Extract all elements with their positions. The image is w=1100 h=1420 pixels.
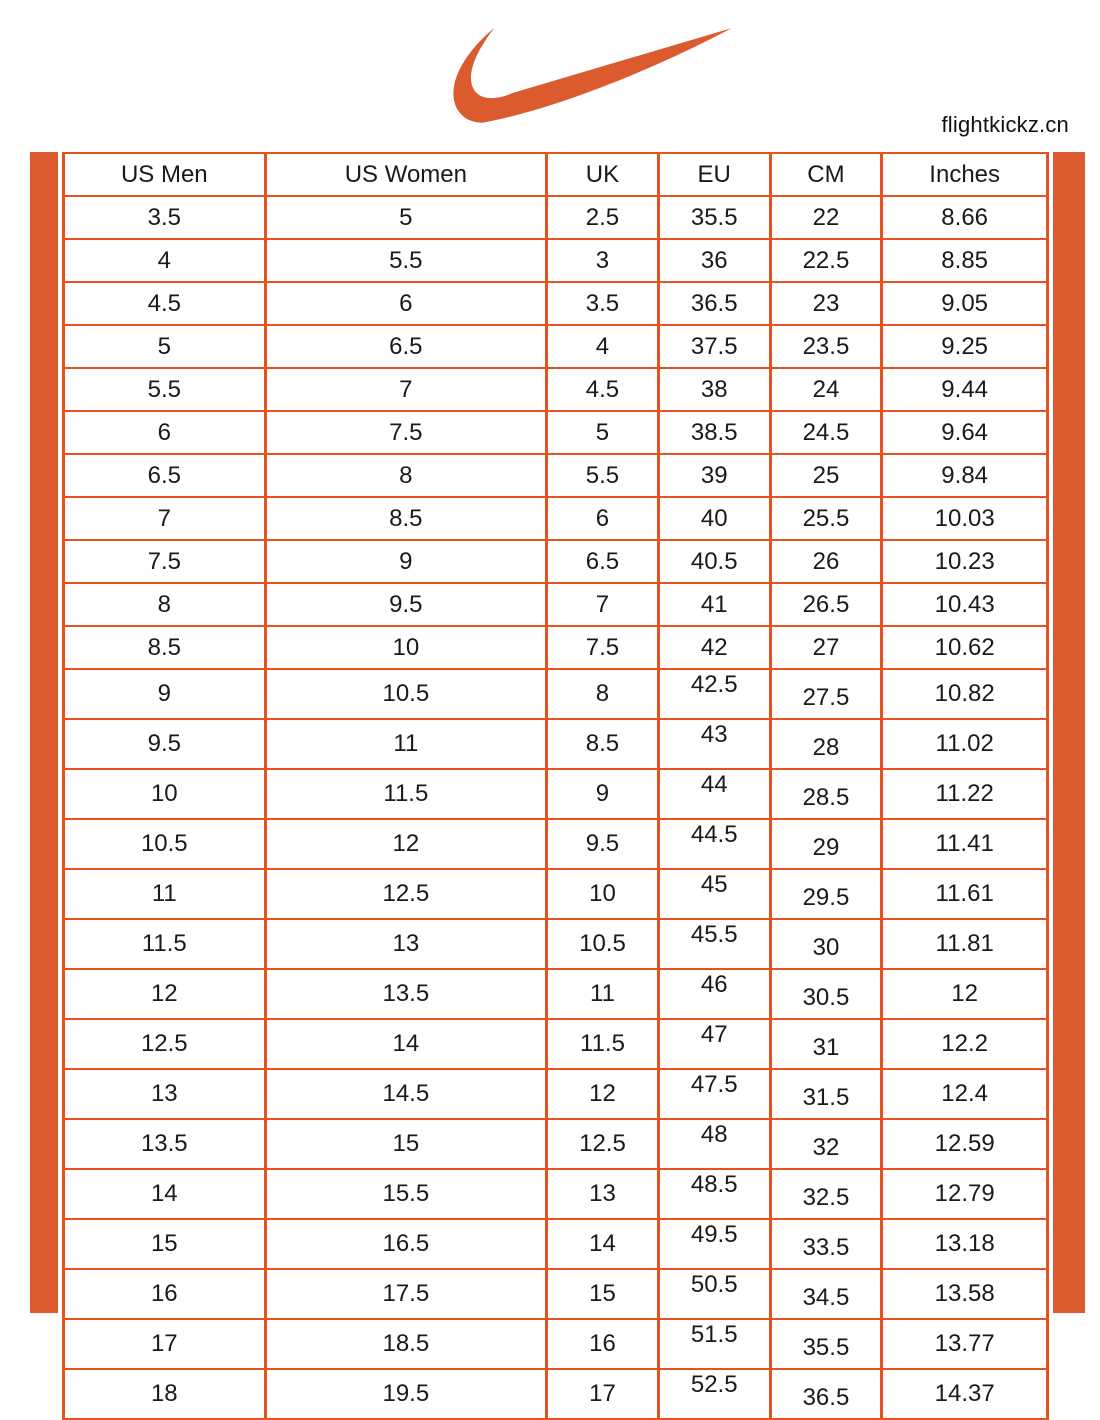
table-cell: 12.5 [265,869,547,919]
table-cell: 11 [547,969,659,1019]
table-cell: 12.5 [547,1119,659,1169]
table-cell: 47 [658,1019,770,1069]
table-cell: 48 [658,1119,770,1169]
table-cell: 40 [658,497,770,540]
table-cell: 23.5 [770,325,882,368]
table-cell: 16 [547,1319,659,1369]
table-cell: 51.5 [658,1319,770,1369]
table-row [64,919,1048,969]
table-cell: 5.5 [547,454,659,497]
table-cell: 16 [64,1269,266,1319]
table-row [64,1269,1048,1319]
table-cell: 24.5 [770,411,882,454]
table-cell: 49.5 [658,1219,770,1269]
table-cell: 24 [770,368,882,411]
table-row [64,1169,1048,1219]
table-row [64,282,1048,325]
table-row [64,540,1048,583]
table-cell: 11.22 [882,769,1048,819]
table-cell: 26 [770,540,882,583]
table-cell: 9.84 [882,454,1048,497]
table-cell: 23 [770,282,882,325]
table-cell: 9.5 [547,819,659,869]
table-cell: 16.5 [265,1219,547,1269]
table-cell: 4 [547,325,659,368]
table-cell: 11 [64,869,266,919]
table-row [64,626,1048,669]
table-cell: 12.4 [882,1069,1048,1119]
table-cell: 17.5 [265,1269,547,1319]
table-cell: 10.5 [547,919,659,969]
table-cell: 10.5 [265,669,547,719]
table-cell: 11.81 [882,919,1048,969]
table-cell: 13 [547,1169,659,1219]
table-cell: 38 [658,368,770,411]
table-cell: 10 [265,626,547,669]
size-chart [30,152,1085,1411]
table-cell: 13.5 [265,969,547,1019]
table-row [64,411,1048,454]
table-cell: 9.44 [882,368,1048,411]
table-cell: 10.03 [882,497,1048,540]
table-cell: 6.5 [547,540,659,583]
table-row [64,719,1048,769]
table-row [64,1019,1048,1069]
table-cell: 12.79 [882,1169,1048,1219]
table-cell: 5 [265,196,547,239]
table-cell: 15 [547,1269,659,1319]
table-cell: 14 [64,1169,266,1219]
table-cell: 36.5 [770,1369,882,1419]
nike-swoosh-icon [452,27,732,123]
table-cell: 8.66 [882,196,1048,239]
table-cell: 22.5 [770,239,882,282]
table-cell: 6 [547,497,659,540]
table-cell: 44.5 [658,819,770,869]
table-cell: 11.41 [882,819,1048,869]
table-cell: 29 [770,819,882,869]
table-cell: 7 [265,368,547,411]
table-cell: 5 [64,325,266,368]
table-cell: 7.5 [547,626,659,669]
table-cell: 14.37 [882,1369,1048,1419]
table-cell: 27 [770,626,882,669]
table-cell: 14 [265,1019,547,1069]
table-cell: 29.5 [770,869,882,919]
table-cell: 9 [64,669,266,719]
table-row [64,669,1048,719]
table-cell: 11.5 [64,919,266,969]
table-cell: 5.5 [64,368,266,411]
table-cell: 52.5 [658,1369,770,1419]
table-cell: 12 [547,1069,659,1119]
table-cell: 13.18 [882,1219,1048,1269]
column-header: EU [658,153,770,196]
column-header: US Men [64,153,266,196]
table-row [64,454,1048,497]
table-cell: 31 [770,1019,882,1069]
table-cell: 12 [64,969,266,1019]
table-cell: 14 [547,1219,659,1269]
table-cell: 32.5 [770,1169,882,1219]
table-cell: 12.5 [64,1019,266,1069]
table-cell: 10.62 [882,626,1048,669]
table-cell: 26.5 [770,583,882,626]
table-row [64,819,1048,869]
table-cell: 50.5 [658,1269,770,1319]
table-cell: 36.5 [658,282,770,325]
table-cell: 5 [547,411,659,454]
table-cell: 9.25 [882,325,1048,368]
table-cell: 37.5 [658,325,770,368]
table-cell: 36 [658,239,770,282]
table-cell: 8.5 [265,497,547,540]
table-cell: 6.5 [265,325,547,368]
table-cell: 28.5 [770,769,882,819]
table-cell: 13.77 [882,1319,1048,1369]
table-cell: 25 [770,454,882,497]
table-row [64,1119,1048,1169]
table-cell: 38.5 [658,411,770,454]
column-header: CM [770,153,882,196]
swoosh-path [453,28,731,123]
table-cell: 4.5 [547,368,659,411]
table-cell: 14.5 [265,1069,547,1119]
site-name: flightkickz.cn [941,112,1069,137]
table-row [64,869,1048,919]
column-header: US Women [265,153,547,196]
table-row [64,769,1048,819]
table-cell: 3.5 [64,196,266,239]
table-cell: 42.5 [658,669,770,719]
table-cell: 19.5 [265,1369,547,1419]
table-cell: 6 [64,411,266,454]
table-header [64,153,1048,196]
table-cell: 45 [658,869,770,919]
table-cell: 27.5 [770,669,882,719]
table-row [64,1369,1048,1419]
table-cell: 10.5 [64,819,266,869]
table-cell: 10.82 [882,669,1048,719]
table-row [64,1219,1048,1269]
table-cell: 10 [64,769,266,819]
table-cell: 11.61 [882,869,1048,919]
table-cell: 8 [64,583,266,626]
table-cell: 30.5 [770,969,882,1019]
table-cell: 12 [882,969,1048,1019]
table-cell: 9.5 [265,583,547,626]
table-cell: 34.5 [770,1269,882,1319]
table-cell: 7 [64,497,266,540]
size-table [62,152,1049,1420]
table-cell: 31.5 [770,1069,882,1119]
table-cell: 15 [64,1219,266,1269]
table-cell: 33.5 [770,1219,882,1269]
table-cell: 11.5 [265,769,547,819]
table-cell: 10.43 [882,583,1048,626]
table-cell: 9.05 [882,282,1048,325]
table-cell: 9 [265,540,547,583]
table-cell: 41 [658,583,770,626]
table-cell: 8.5 [547,719,659,769]
column-header: UK [547,153,659,196]
table-cell: 2.5 [547,196,659,239]
table-cell: 11.02 [882,719,1048,769]
column-header: Inches [882,153,1048,196]
table-cell: 17 [64,1319,266,1369]
table-cell: 3 [547,239,659,282]
header-row [64,153,1048,196]
table-cell: 15 [265,1119,547,1169]
table-cell: 47.5 [658,1069,770,1119]
table-cell: 5.5 [265,239,547,282]
table-cell: 40.5 [658,540,770,583]
table-cell: 28 [770,719,882,769]
table-cell: 18 [64,1369,266,1419]
table-cell: 12.59 [882,1119,1048,1169]
table-cell: 8 [265,454,547,497]
table-row [64,969,1048,1019]
table-cell: 7.5 [265,411,547,454]
table-cell: 44 [658,769,770,819]
table-cell: 8.5 [64,626,266,669]
table-cell: 13 [265,919,547,969]
table-row [64,497,1048,540]
table-cell: 48.5 [658,1169,770,1219]
table-cell: 15.5 [265,1169,547,1219]
table-cell: 8 [547,669,659,719]
table-cell: 13.58 [882,1269,1048,1319]
table-row [64,196,1048,239]
table-cell: 9.5 [64,719,266,769]
table-row [64,368,1048,411]
table-cell: 18.5 [265,1319,547,1369]
table-body [64,196,1048,1419]
table-cell: 8.85 [882,239,1048,282]
table-cell: 32 [770,1119,882,1169]
table-cell: 35.5 [658,196,770,239]
table-cell: 3.5 [547,282,659,325]
table-cell: 43 [658,719,770,769]
table-cell: 22 [770,196,882,239]
right-accent-bar [1053,152,1085,1313]
table-cell: 30 [770,919,882,969]
table-cell: 35.5 [770,1319,882,1369]
table-cell: 46 [658,969,770,1019]
table-cell: 7.5 [64,540,266,583]
left-accent-bar [30,152,58,1313]
table-cell: 45.5 [658,919,770,969]
table-cell: 12 [265,819,547,869]
table-cell: 10.23 [882,540,1048,583]
table-row [64,1319,1048,1369]
table-cell: 17 [547,1369,659,1419]
table-cell: 6.5 [64,454,266,497]
table-cell: 11.5 [547,1019,659,1069]
table-cell: 10 [547,869,659,919]
table-cell: 7 [547,583,659,626]
table-cell: 25.5 [770,497,882,540]
table-cell: 4.5 [64,282,266,325]
table-cell: 13.5 [64,1119,266,1169]
table-cell: 42 [658,626,770,669]
table-cell: 9 [547,769,659,819]
table-cell: 39 [658,454,770,497]
table-row [64,325,1048,368]
table-cell: 13 [64,1069,266,1119]
table-cell: 12.2 [882,1019,1048,1069]
table-cell: 4 [64,239,266,282]
table-row [64,583,1048,626]
table-cell: 11 [265,719,547,769]
table-row [64,239,1048,282]
table-cell: 6 [265,282,547,325]
table-cell: 9.64 [882,411,1048,454]
table-row [64,1069,1048,1119]
